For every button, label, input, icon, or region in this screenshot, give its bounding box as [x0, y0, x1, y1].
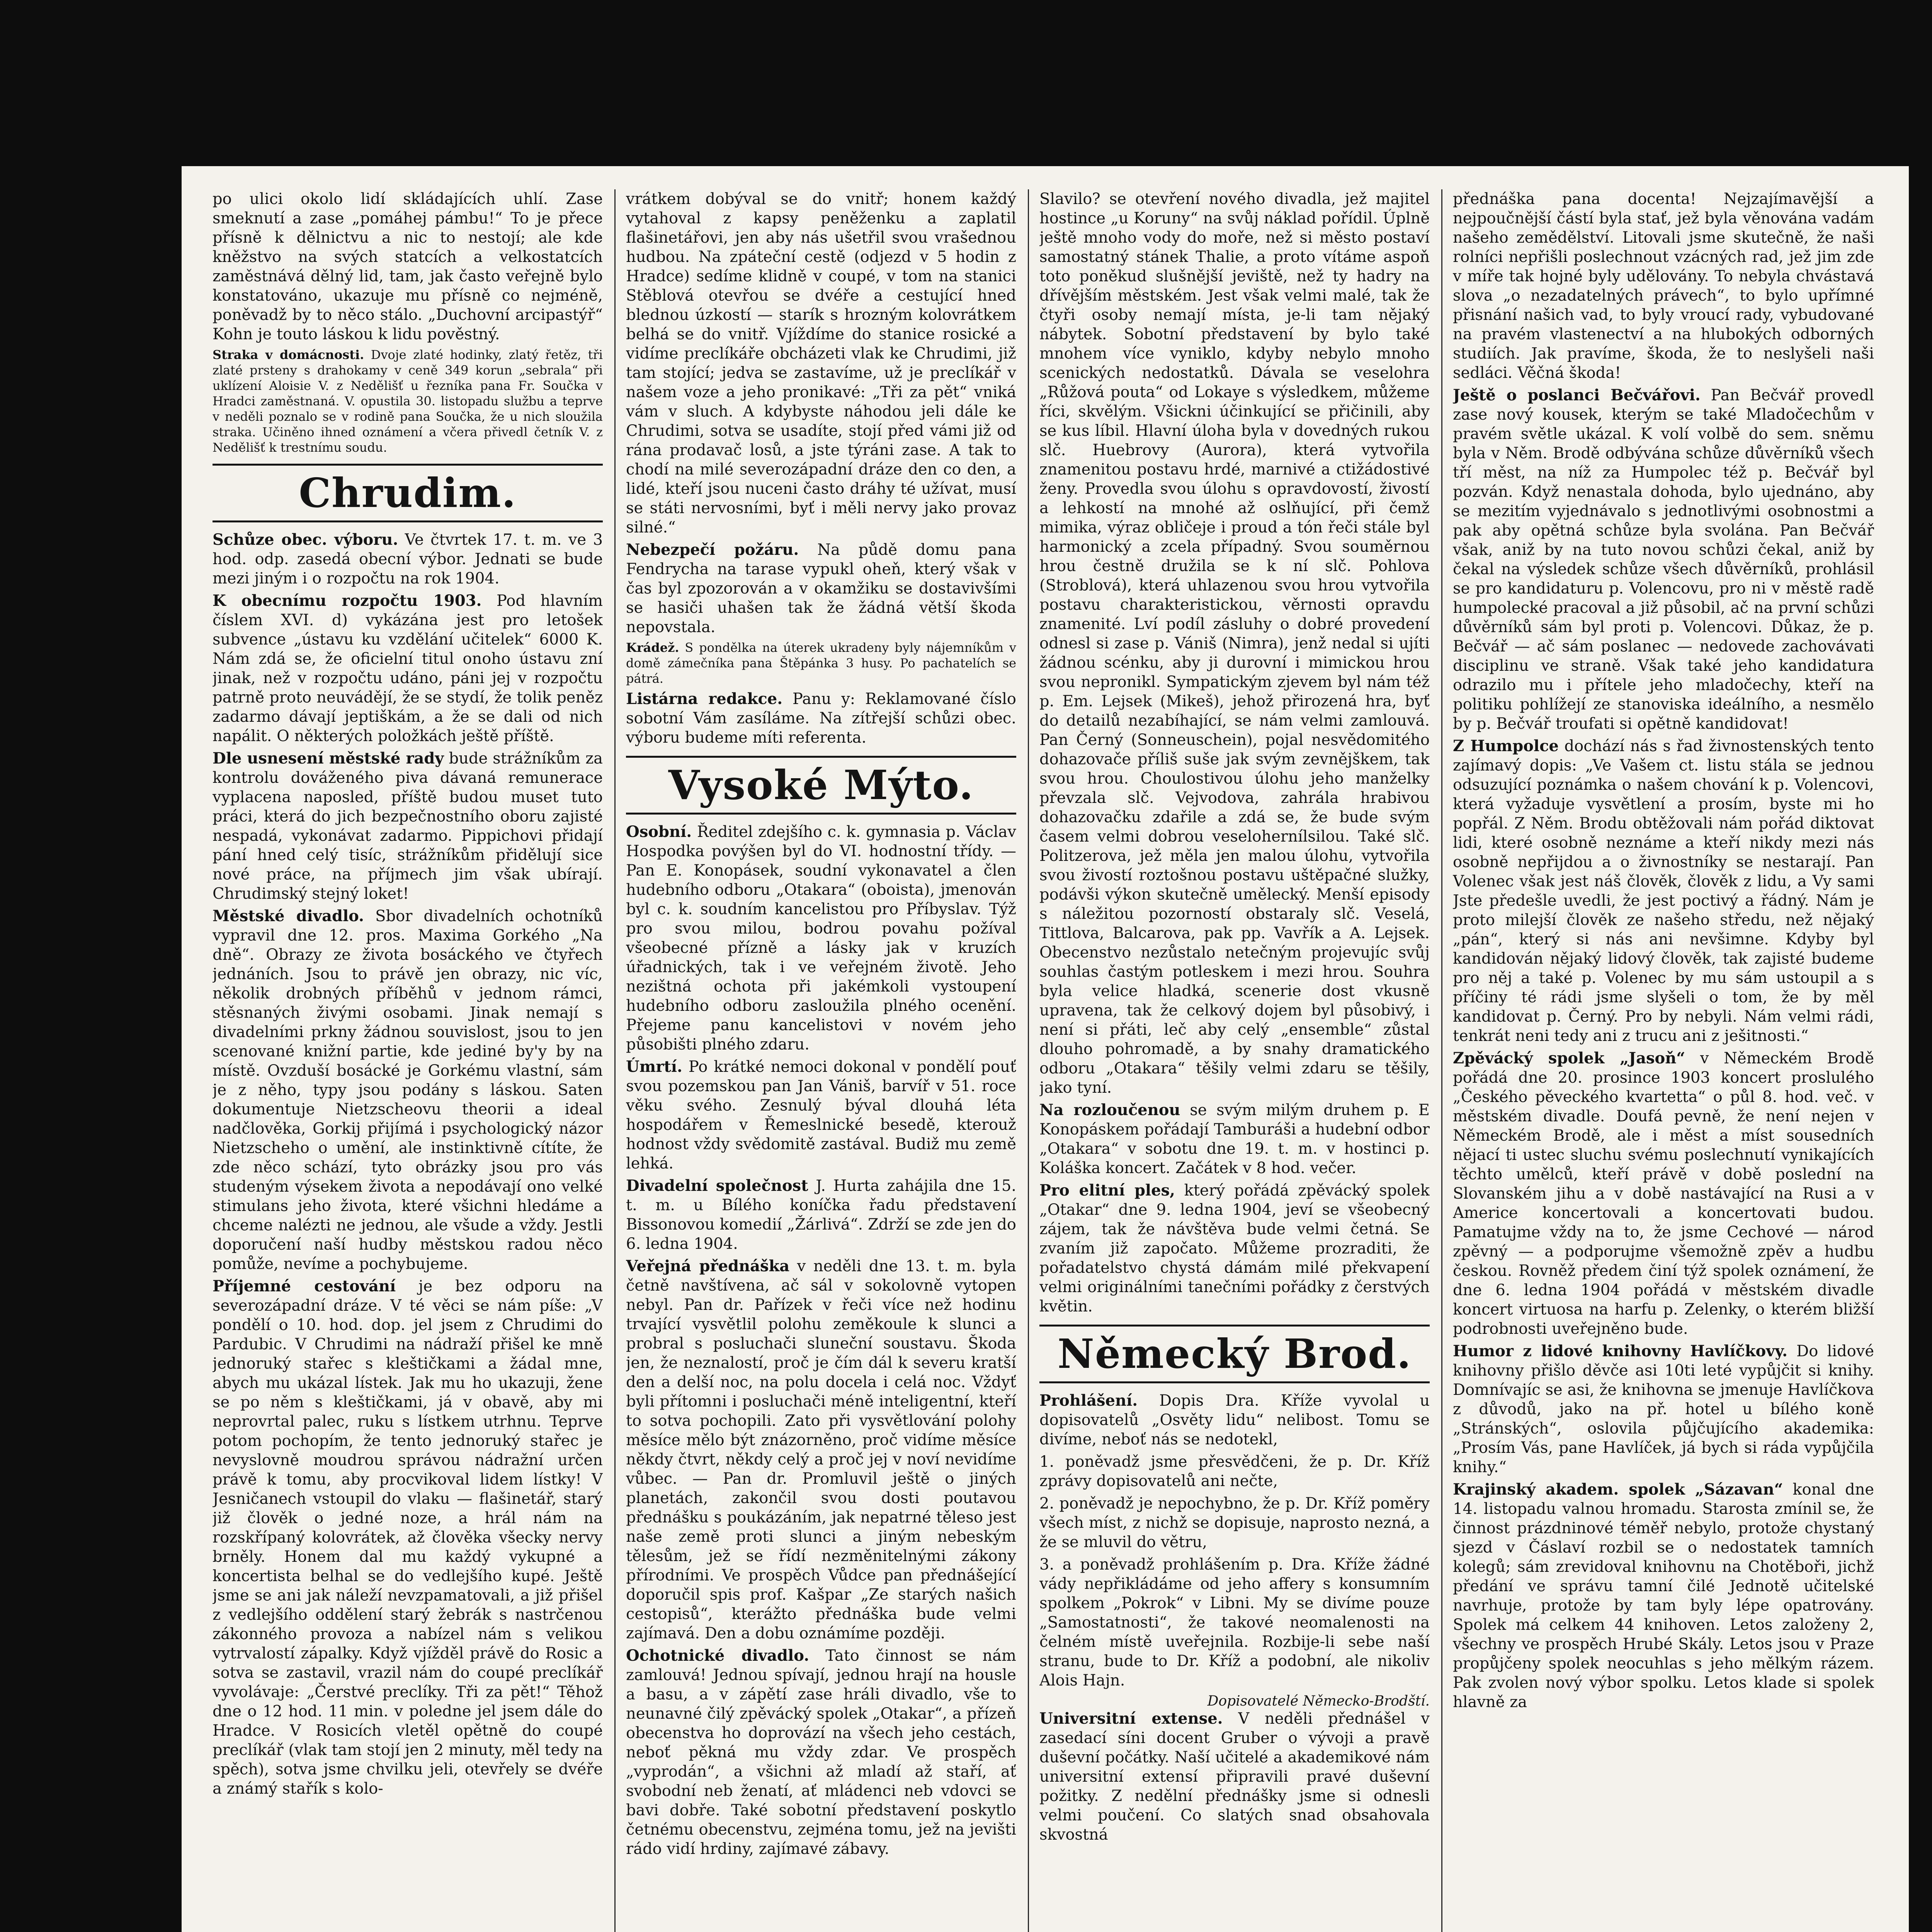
article-paragraph: Úmrtí. Po krátké nemoci dokonal v pondělí pouť svou pozemskou pan Jan Vániš, barvíř v 51. roce věku svého. Zesnulý býval dlouhá léta hospodářem v Řemeslnické besedě, kterouž hodnost vždy svědomitě zastával. Budiž mu země lehká. [626, 1058, 1016, 1172]
article-paragraph: Zpěvácký spolek „Jasoň“ v Německém Brodě pořádá dne 20. prosince 1903 koncert proslulého „Českého pěveckého kvartetta“ o půl 8. hod. več. v městském divadle. Doufá pevně, že není nejen v Německém Brodě, ale i měst a míst sousedních nějací ti ustec sluchu svému poslechnutí vynikajících těchto umělců, kteří právě v době poslední na Slovanském jihu a v době nastávající na Rusi a v Americe koncertovali a koncertovati budou. Pamatujme vždy na to, že jsme Cechové — národ zpěvný — a podporujme všemožně zpěv a hudbu českou. Rovněž předem činí týž spolek oznámení, že dne 6. ledna 1904 pořádá v městském divadle koncert virtuosa na harfu p. Zelenky, o kterém bližší podrobnosti uveřejněno bude. [1453, 1049, 1874, 1338]
article-paragraph: Prohlášení. Dopis Dra. Kříže vyvolal u dopisovatelů „Osvěty lidu“ nelibost. Tomu se divíme, neboť nás se nedotekl, [1039, 1391, 1430, 1448]
article-paragraph: Krajinský akadem. spolek „Sázavan“ konal dne 14. listopadu valnou hromadu. Starosta zmínil se, že činnost prázdninové téměř nebylo, protože chystaný sjezd v Čáslaví rozbil se o nedostatek tamních kolegů; sám zrevidoval knihovnu na Chotěboři, jichž předání ve správu tamní čilé Jednotě učitelské navrhuje, protože by tam byly lépe opatrovány. Spolek má celkem 44 knihoven. Letos založeny 2, všechny ve prospěch Hrubé Skály. Letos jsou v Praze propůjčeny spolek neocuhlas s jeho mělkým rázem. Pak zvolen nový výbor spolku. Letos klade si spolek hlavně za [1453, 1480, 1874, 1711]
article-paragraph: Divadelní společnost J. Hurta zahájila dne 15. t. m. u Bílého koníčka řadu představení Bissonovou komedií „Žárlivá“. Zdrží se zde jen do 6. ledna 1904. [626, 1177, 1016, 1253]
article-paragraph: Z Humpolce dochází nás s řad živnostenských tento zajímavý dopis: „Ve Vašem ct. listu stála se jednou odsuzující poznámka o našem chování k p. Volencovi, která vyžaduje vysvětlení a prosím, byste mi ho popřál. Z Něm. Brodu obtěžovali nám pořád diktovat lidi, které osobně neznáme a kteří nikdy mezi nás osobně nepřijdou a o živnostníky se nestarají. Pan Volenec však jest náš člověk, člověk z lidu, a Vy sami Jste předešle uvedli, že jest poctivý a řádný. Nám je proto milejší člověk ze našeho středu, než nějaký „pán“, který si nás ani nevšimne. Kdyby byl kandidován nějaký lidový člověk, tak zajisté budeme pro něj a také p. Volenec by mu sám ustoupil a s příčiny té rádi jsme slyšeli o tom, že by měl kandidovat p. Černý. Pro by nebyli. Nám velmi rádi, tenkrát neni tedy ani z trucu ani z ješitnosti.“ [1453, 737, 1874, 1045]
article-paragraph: K obecnímu rozpočtu 1903. Pod hlavním číslem XVI. d) vykázána jest pro letošek subvence „ústavu ku vzdělání učitelek“ 6000 K. Nám zdá se, že oficielní titul onoho ústavu zní jinak, než v rozpočtu udáno, páni jej v rozpočtu patrně proto neuvádějí, že se stydí, že tolik peněz zadarmo dávají jeptiškám, a že se dali od nich napálit. O některých položkách ještě příště. [213, 592, 603, 745]
article-paragraph: Příjemné cestování je bez odporu na severozápadní dráze. V té věci se nám píše: „V pondělí o 10. hod. dop. jel jsem z Chrudimi do Pardubic. V Chrudimi na nádraží přišel ke mně jednoruký stařec s kleštičkami a žádal mne, abych mu ukázal lístek. Jak mu ho ukazuji, žene se po něm s kleštičkami, já v obavě, aby mi neprovrtal palec, ruku s lístkem utrhnu. Teprve potom pochopím, že tento jednoruký stařec je nevyslovně moudrou správou nádražní určen právě k tomu, aby procvikoval lidem lístky! V Jesničanech vstoupil do vlaku — flašinetář, starý již člověk o jedné noze, a hrál nám na rozskřípaný kolovrátek, až člověka všecky nervy brněly. Honem dal mu každý vykupné a koncertista belhal se do vedlejšího kupé. Ještě jsme se ani jak náleží nevzpamatovali, a již přišel z vedlejšího oddělení starý žebrák s nastrčenou zákonného provoza a nabízel nám s velikou vytrvalostí zápalky. Když vjížděl právě do Rosic a sotva se zastavil, vrazil nám do coupé preclíkář vyvolávaje: „Čerstvé preclíky. Tři za pět!“ Těhož dne o 12 hod. 11 min. v poledne jel jsem dále do Hradce. V Rosicích vletěl opětně do coupé preclíkář (vlak tam stojí jen 2 minuty, měl tedy na spěch), sotva jsme chvilku jeli, otevřely se dvéře a známý stařík s kolo- [213, 1277, 603, 1798]
article-paragraph: Universitní extense. V neděli přednášel v zasedací síni docent Gruber o vývoji a pravě duševní počátky. Naší učitelé a akademikové nám universitní extensí připravili pravé duševní požitky. Z nedělní přednášky jsme si odnesli velmi poučení. Co slatých snad obsahovala skvostná [1039, 1709, 1430, 1844]
article-paragraph: Pro elitní ples, který pořádá zpěvácký spolek „Otakar“ dne 9. ledna 1904, jeví se všeobecný zájem, tak že návštěva bude velmi četná. Se zvaním již započato. Můžeme prozraditi, že pořadatelstvo chystá dámám milé překvapení velmi originálními tanečními pořádky z čerstvých květin. [1039, 1181, 1430, 1315]
article-paragraph: po ulici okolo lidí skládajících uhlí. Zase smeknutí a zase „pomáhej pámbu!“ To je přece přísně k dělnictvu a nic to nestojí; ale kde kněžstvo na svých statcích a velkostatcích zaměstnává dělný lid, tam, jak často veřejně bylo konstatováno, ukazuje mu přísně co nejméně, poněvadž by to něco stálo. „Duchovní arcipastýř“ Kohn je touto láskou k lidu pověstný. [213, 190, 603, 343]
column-4 [1453, 189, 1874, 1932]
column-3 [1039, 189, 1430, 1932]
article-paragraph: Městské divadlo. Sbor divadelních ochotníků vypravil dne 12. pros. Maxima Gorkého „Na dně“. Obrazy ze života bosáckého ve čtyřech jednáních. Jsou to právě jen obrazy, nic víc, několik drobných příběhů v jednom rámci, stěsnaných živými osobami. Jinak nemají s divadelními prkny žádnou souvislost, jsou to jen scenované knižní partie, kde jediné by'y by na místě. Ovzduší bosácké je Gorkému vlastní, sám je z něho, typy jsou podány s láskou. Saten dokumentuje Nietzscheovu theorii a ideal nadčlověka, Gorkij přijímá i psychologický názor Nietzscheho o umění, ale instinktivně cítíte, že zde něco schází, tyto obrázky jsou pro vás studeným výsekem života a nepodávají ono velké stimulans jeho života, které všichni hledáme a chceme nalézti ne jednou, ale všude a vždy. Jestli doporučení naší hudby městskou radou něco pomůže, nevíme a pochybujeme. [213, 907, 603, 1273]
article-paragraph: 1. poněvadž jsme přesvědčeni, že p. Dr. Kříž zprávy dopisovatelů ani nečte, [1039, 1453, 1430, 1490]
article-paragraph: Veřejná přednáška v neděli dne 13. t. m. byla četně navštívena, ač sál v sokolovně vytopen nebyl. Pan dr. Pařízek v řeči více než hodinu trvající vysvětlil polohu zeměkoule k slunci a probral s posluchači sluneční soustavu. Škoda jen, že neznalostí, proč je čím dál k severu kratší den a delší noc, na polu docela i celá noc. Vždyť byli přítomni i posluchači méně inteligentní, kteří to sotva pochopili. Zato při vysvětlování polohy měsíce mělo být znázorněno, proč vidíme měsíce někdy čtvrt, někdy celý a proč jej v noví nevidíme vůbec. — Pan dr. Promluvil ještě o jiných planetách, zakončil svou dosti poutavou přednášku s poukázáním, jak nepatrné těleso jest naše země proti slunci a jiným nebeským tělesům, jež se řídí nezměnitelnými zákony přírodními. Ve prospěch Vůdce pan přednášející doporučil spis prof. Kašpar „Ze starých našich cestopisů“, kterážto přednáška bude velmi zajímavá. Den a dobu oznámíme později. [626, 1257, 1016, 1642]
article-paragraph: Schůze obec. výboru. Ve čtvrtek 17. t. m. ve 3 hod. odp. zasedá obecní výbor. Jednati se bude mezi jiným i o rozpočtu na rok 1904. [213, 531, 603, 587]
article-paragraph: přednáška pana docenta! Nejzajímavější a nejpoučnější částí byla stať, jež byla věnována vadám našeho zemědělství. Litovali jsme skutečně, že naši rolníci nepřišli poslechnout vzácných rad, jež jim zde v míře tak hojné byly udělovány. To nebyla chvástavá slova „o nezadatelných právech“, to bylo upřímné přisnání našich vad, to byly vroucí rady, vybudované na pravém vlastenectví a na hlubokých odborných studiích. Jak pravíme, škoda, že to neslyšeli naši sedláci. Věčná škoda! [1453, 190, 1874, 382]
column-rule [614, 189, 616, 1932]
section-heading-chrudim: Chrudim. [213, 464, 603, 522]
article-paragraph: Ještě o poslanci Bečvářovi. Pan Bečvář provedl zase nový kousek, kterým se také Mladočechům v pravém světle ukázal. K volí volbě do sem. sněmu byla v Něm. Brodě odbývána schůze důvěrníků všech tří měst, na níž za Humpolec též p. Bečvář byl pozván. Když nenastala dohoda, bylo ujednáno, aby se mezitím vyjednávalo s jednotlivými osobnostmi a pak aby opětná schůze byla svolána. Pan Bečvář však, aniž by na tuto novou schůzi čekal, aniž by čekal na výsledek schůze všech důvěrníků, prohlásil se pro kandidaturu p. Volencovu, pro ni v městě radě humpolecké pracoval a již působil, ač na první schůzi důvěrníků sám byl proti p. Volencovi. Důkaz, že p. Bečvář — ač sám poslanec — nedovede zachovávati disciplinu ve straně. Však také jeho kandidatura odrazilo mu i přítele jeho mladočechy, kteří na politiku pohlížejí ze stanoviska ideálního, a nesmělo by p. Bečvář troufati si opětně kandidovat! [1453, 386, 1874, 733]
article-paragraph: vrátkem dobýval se do vnitř; honem každý vytahoval z kapsy peněženku a zaplatil flašinetářovi, jen aby nás ušetřil svou vrašednou hudbou. Na zpáteční cestě (odjezd v 5 hodin z Hradce) sedíme klidně v coupé, v tom na stanici Stěblová otevřou se dvéře a cestující hned blednou úzkostí — starík s hrozným kolovrátkem belhá se do vnitř. Vjíždíme do stanice rosické a vidíme preclíkáře obcházeti vlak ke Chrudimi, již tam stojící; jedva se zastavíme, už je preclíkář v našem voze a jeho pronikavé: „Tři za pět“ vniká vám v sluch. A kdybyste náhodou jeli dále ke Chrudimi, sotva se usadíte, stojí před vámi již od rána prodavač losů, a jste týráni zase. A tak to chodí na milé severozápadní dráze den co den, a lidé, kteří jsou nuceni často dráhy té užívat, musí se státi nervosními, byť i měli nervy jako provaz silné.“ [626, 190, 1016, 536]
section-heading-nemecky-brod: Německý Brod. [1039, 1325, 1430, 1383]
column-1 [213, 189, 603, 1932]
signature-line: Dopisovatelé Německo-Brodští. [1207, 1693, 1430, 1709]
column-2 [626, 189, 1016, 1932]
article-paragraph: Straka v domácnosti. Dvoje zlaté hodinky, zlatý řetěz, tři zlaté prsteny s drahokamy v ceně 349 korun „sebrala“ při uklízení Aloisie V. z Nedělišť u řezníka pana Fr. Součka v Hradci zaměstnaná. V. opustila 30. listopadu službu a teprve v neděli poznalo se v rodině pana Součka, že u nich sloužila straka. Učiněno ihned oznámení a včera přivedl četník V. z Nedělišť k trestnímu soudu. [213, 347, 603, 455]
article-paragraph: Dle usnesení městské rady bude strážníkům za kontrolu dováženého piva dávaná remunerace vyplacena naposled, příště budou muset tuto práci, která do jich bezpečnostního oboru zajisté nespadá, vykonávat zadarmo. Pippichovi přidají pání hned celý tisíc, strážníkům přidělují sice nové práce, na příjmech jim však ubírají. Chrudimský stejný loket! [213, 749, 603, 903]
article-paragraph: Nebezpečí požáru. Na půdě domu pana Fendrycha na tarase vypukl oheň, který však v čas byl zpozorován a v okamžiku se dostavivšími se hasiči uhašen tak že žádná větší škoda nepovstala. [626, 541, 1016, 636]
article-paragraph: Krádež. S pondělka na úterek ukradeny byly nájemníkům v domě zámečníka pana Štěpánka 3 husy. Po pachatelích se pátrá. [626, 640, 1016, 686]
column-rule [1028, 189, 1029, 1932]
column-rule [1441, 189, 1442, 1932]
section-heading-vysoke-myto: Vysoké Mýto. [626, 756, 1016, 815]
article-paragraph: Listárna redakce. Panu y: Reklamované číslo sobotní Vám zasíláme. Na zítřejší schůzi obec. výboru budeme míti referenta. [626, 690, 1016, 747]
article-paragraph: Ochotnické divadlo. Tato činnost se nám zamlouvá! Jednou spívají, jednou hrají na housle a basu, a v zápětí zase hráli divadlo, vše to neunavné čilý zpěvácký spolek „Otakar“, a přízeň obecenstva ho doprovází na všech jeho cestách, neboť pěkná mu vždy zdar. Ve prospěch „vyprodán“, a všichni až mladí až staří, ať svobodní neb ženatí, ať mládenci neb vdovci se bavi dobře. Také sobotní představení poskytlo četnému obecenstvu, zejména tomu, jež na jevišti rádo vidí hrdiny, zajímavé zábavy. [626, 1646, 1016, 1858]
article-paragraph: Humor z lidové knihovny Havlíčkovy. Do lidové knihovny přišlo děvče asi 10ti leté vypůjčit si knihy. Domnívajíc se asi, že knihovna se jmenuje Havlíčkova z důvodů, jako na př. hotel u bílého koně „Stránských“, oslovila půjčujícího akademika: „Prosím Vás, pane Havlíček, já bych si ráda vypůjčila knihy.“ [1453, 1342, 1874, 1476]
article-paragraph: Slavilo? se otevření nového divadla, jež majitel hostince „u Koruny“ na svůj náklad pořídil. Úplně ještě mnoho vody do moře, než si město postaví samostatný stánek Thalie, a proto vítáme aspoň toto poněkud slušnější jeviště, než ty hadry na dřívějším městském. Jest však velmi malé, tak že čtyři osoby nemají místa, je-li tam nějaký nábytek. Sobotní představení by bylo také mnohem více vyniklo, kdyby nebylo mnoho scenických nedostatků. Dávala se veselohra „Růžová pouta“ od Lokaye s výsledkem, můžeme říci, skvělým. Všickni účinkující se přičinili, aby se kus líbil. Hlavní úloha byla v dovedných rukou slč. Huebrovy (Aurora), která vytvořila znamenitou postavu hrdé, marnivé a ctižádostivé ženy. Provedla svou úlohu s opravdovostí, živostí a lehkostí na mnohé až oslňující, při čemž mimika, výraz obličeje i proud a tón řeči stále byl harmonický a zcela případný. Svou souměrnou hrou čestně družila se k ní slč. Pohlova (Stroblová), která uhlazenou svou hrou vytvořila postavu charakteristickou, věrnosti opravdu znamenité. Lví podíl zásluhy o dobré provedení odnesl si zase p. Vániš (Nimra), jenž nedal si ujíti žádnou scénku, aby ji durovní i mimickou hrou svou nepronikl. Sympatickým zjevem byl nám též p. Em. Lejsek (Mikeš), jehož přirozená hra, byť do detailů nezabíhající, se nám velmi zamlouvá. Pan Černý (Sonneuschein), pojal nesvědomitého dohazovače příliš suše jak svým zevnějškem, tak svou hrou. Choulostivou úlohu jeho manželky převzala slč. Vejvodova, zahrála hrabivou dohazovačku zdařile a zdá se, že bude svým časem velmi dobrou veselohernílsilou. Také slč. Politzerova, jež měla jen malou úlohu, vytvořila svou živostí roztošnou postavu uštěpačné služky, podávši výkon skutečně umělecký. Menší episody s náležitou pozorností obstaraly slč. Veselá, Tittlova, Balcarova, pak pp. Vavřík a A. Lejsek. Obecenstvo nezůstalo netečným projevujíc svůj souhlas častým potleskem i mezi hrou. Souhra byla velice hladká, scenerie dost vkusně upravena, tak že celkový dojem byl působivý, i není si přáti, leč aby celý „ensemble“ zůstal dlouho pohromadě, a by snahy dramatického odboru „Otakara“ těšily velmi zdaru se těšily, jako tyní. [1039, 190, 1430, 1097]
article-paragraph: Na rozloučenou se svým milým druhem p. E Konopáskem pořádají Tamburáši a hudební odbor „Otakara“ v sobotu dne 19. t. m. v hostinci p. Koláška koncert. Začátek v 8 hod. večer. [1039, 1101, 1430, 1177]
article-paragraph: Osobní. Ředitel zdejšího c. k. gymnasia p. Václav Hospodka povýšen byl do VI. hodnostní třídy. — Pan E. Konopásek, soudní vykonavatel a člen hudebního odboru „Otakara“ (oboista), jmenován byl c. k. soudním kancelistou pro Příbyslav. Týž pro svou milou, bodrou povahu požíval všeobecné přízně a lásky jak v kruzích úřadnických, tak i ve veřejném životě. Jeho nezištná ochota při jakémkoli vystoupení hudebního odboru zasloužila plného ocenění. Přejeme panu kancelistovi v novém jeho působišti plného zdaru. [626, 823, 1016, 1053]
article-paragraph: 3. a poněvadž prohlášením p. Dra. Kříže žádné vády nepřikládáme od jeho affery s konsumním spolkem „Pokrok“ v Libni. My se divíme pouze „Samostatnosti“, že takové neomalenosti na čelném místě uveřejnila. Rozbije-li sebe naší stranu, bude to Dr. Kříž a podobní, ale nikoliv Alois Hajn. [1039, 1556, 1430, 1689]
newspaper-page [182, 166, 1909, 1932]
article-paragraph: 2. poněvadž je nepochybno, že p. Dr. Kříž poměry všech míst, z nichž se dopisuje, naprosto nezná, a že se mluvil do větru, [1039, 1495, 1430, 1551]
